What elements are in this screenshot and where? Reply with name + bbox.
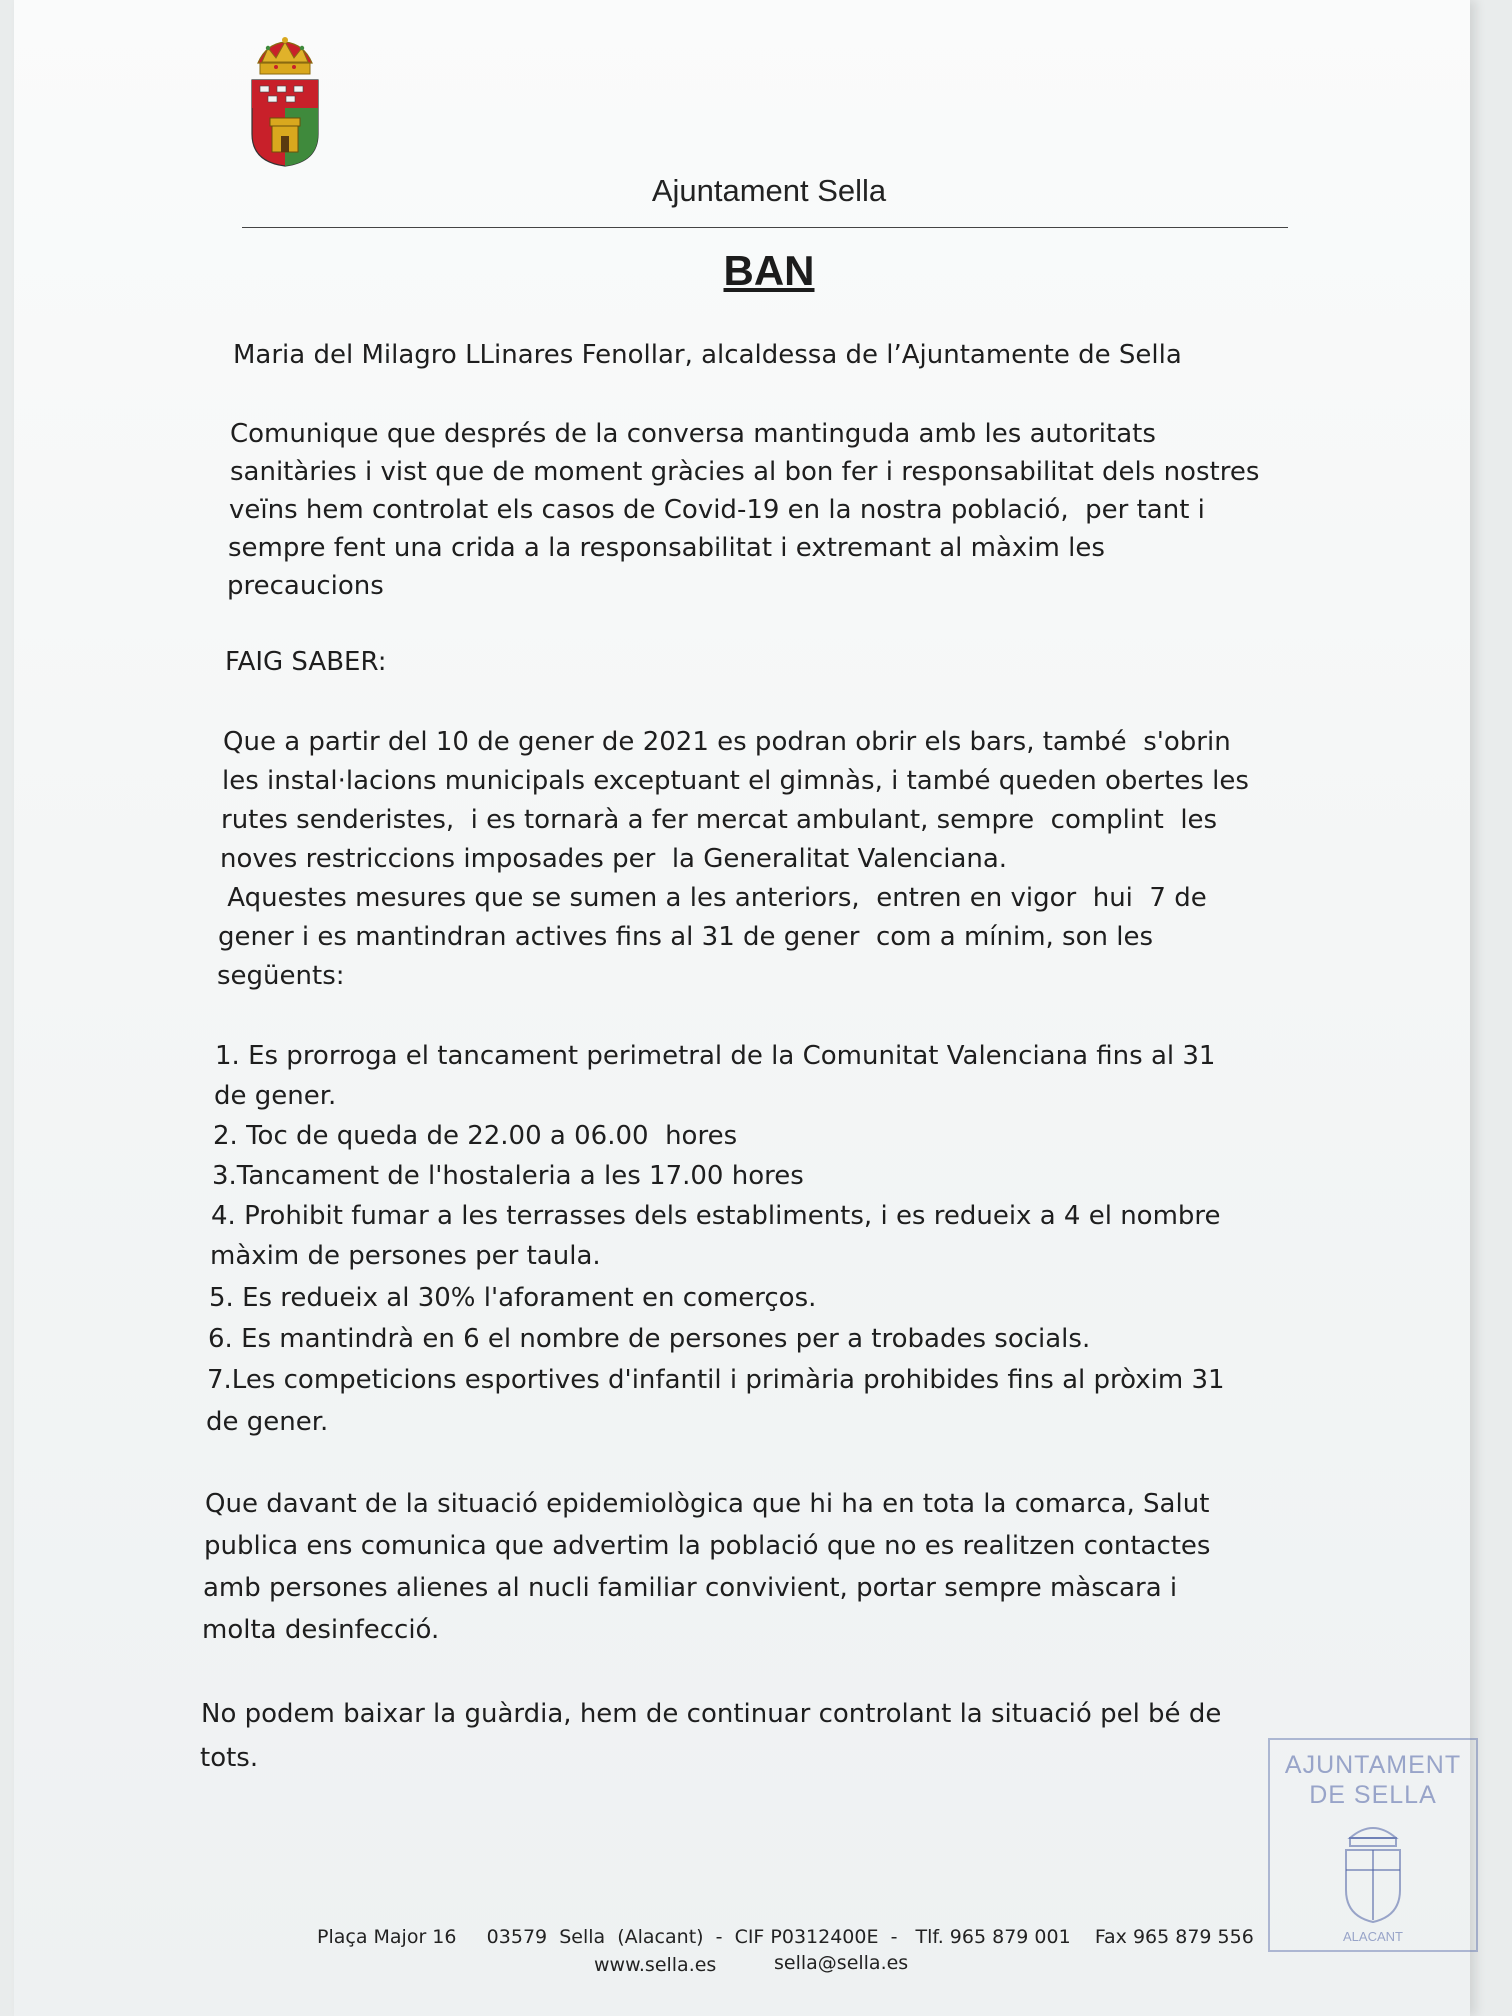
text-line: amb persones alienes al nucli familiar convivient, portar sempre màscara i <box>203 1573 1178 1603</box>
footer-website[interactable]: www.sella.es <box>594 1954 717 1976</box>
text-line: les instal·lacions municipals exceptuant el gimnàs, i també queden obertes les <box>222 766 1249 796</box>
document-title: BAN <box>723 247 815 294</box>
stamp-crest-icon <box>1338 1816 1408 1926</box>
text-line: precaucions <box>227 571 384 601</box>
stamp-line-1: AJUNTAMENT <box>1284 1751 1462 1779</box>
text-line: Que a partir del 10 de gener de 2021 es podran obrir els bars, també s'obrin <box>223 727 1231 757</box>
list-item: 6. Es mantindrà en 6 el nombre de persones per a trobades socials. <box>208 1324 1091 1354</box>
list-item: 3.Tancament de l'hostaleria a les 17.00 hores <box>212 1161 804 1191</box>
text-line: veïns hem controlat els casos de Covid-19 en la nostra població, per tant i <box>229 495 1205 525</box>
text-line: molta desinfecció. <box>202 1615 440 1645</box>
text-line: rutes senderistes, i es tornarà a fer mercat ambulant, sempre complint les <box>221 805 1218 835</box>
text-line: tots. <box>200 1743 259 1773</box>
official-stamp <box>1268 1738 1478 1952</box>
list-item: 4. Prohibit fumar a les terrasses dels establiments, i es redueix a 4 el nombre <box>211 1201 1221 1231</box>
list-item: 2. Toc de queda de 22.00 a 06.00 hores <box>213 1121 738 1151</box>
text-line: sempre fent una crida a la responsabilitat i extremant al màxim les <box>228 533 1105 563</box>
text-line: Que davant de la situació epidemiològica que hi ha en tota la comarca, Salut <box>205 1489 1210 1519</box>
list-item: de gener. <box>214 1081 337 1111</box>
text-line: sanitàries i vist que de moment gràcies al bon fer i responsabilitat dels nostres <box>230 457 1260 487</box>
list-item: 7.Les competicions esportives d'infantil i primària prohibides fins al pròxim 31 <box>207 1365 1225 1395</box>
document-sheet <box>14 0 1470 2016</box>
list-item: 1. Es prorroga el tancament perimetral de la Comunitat Valenciana fins al 31 <box>215 1041 1216 1071</box>
stamp-line-2: DE SELLA <box>1309 1781 1437 1809</box>
intro-line: Maria del Milagro LLinares Fenollar, alcaldessa de l’Ajuntamente de Sella <box>233 340 1182 370</box>
text-line: noves restriccions imposades per la Generalitat Valenciana. <box>220 844 1008 874</box>
text-line: següents: <box>217 961 345 991</box>
faig-saber-heading: FAIG SABER: <box>225 647 387 677</box>
footer-address: Plaça Major 16 03579 Sella (Alacant) - CIF P0312400E - Tlf. 965 879 001 Fax 965 879 556 <box>317 1926 1254 1948</box>
town-heading: Ajuntament Sella <box>651 173 887 208</box>
text-line: No podem baixar la guàrdia, hem de continuar controlant la situació pel bé de <box>201 1699 1222 1729</box>
footer-email[interactable]: sella@sella.es <box>774 1952 909 1974</box>
stamp-bottom-text: ALACANT <box>1343 1929 1403 1944</box>
header-divider <box>242 227 1288 228</box>
text-line: Comunique que després de la conversa mantinguda amb les autoritats <box>230 419 1156 449</box>
list-item: de gener. <box>206 1407 329 1437</box>
text-line: publica ens comunica que advertim la població que no es realitzen contactes <box>204 1531 1211 1561</box>
list-item: 5. Es redueix al 30% l'aforament en comerços. <box>209 1283 817 1313</box>
text-line: gener i es mantindran actives fins al 31 de gener com a mínim, son les <box>218 922 1154 952</box>
list-item: màxim de persones per taula. <box>210 1241 601 1271</box>
text-line: Aquestes mesures que se sumen a les anteriors, entren en vigor hui 7 de <box>219 883 1207 913</box>
coat-of-arms-icon <box>248 36 322 168</box>
